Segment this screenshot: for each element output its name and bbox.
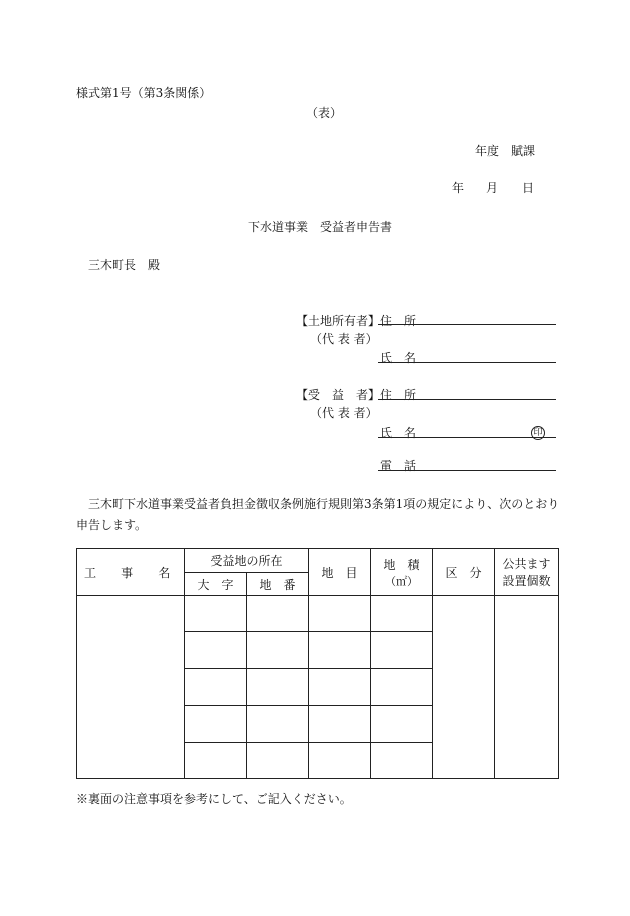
header-oaza: 大 字	[185, 573, 247, 596]
side-label: （表）	[306, 106, 343, 120]
header-land-category: 地 目	[309, 549, 371, 596]
cell-land-category[interactable]	[309, 669, 371, 706]
landowner-name-field[interactable]	[378, 362, 556, 363]
date-year: 年	[452, 181, 465, 195]
landowner-role: 【土地所有者】	[296, 314, 381, 328]
cell-oaza[interactable]	[185, 743, 247, 779]
cell-area[interactable]	[371, 596, 433, 632]
header-chiban: 地 番	[247, 573, 309, 596]
seal-mark: 印	[531, 426, 545, 440]
cell-chiban[interactable]	[247, 743, 309, 779]
header-sewer-count-line1: 公共ます	[502, 557, 551, 571]
cell-area[interactable]	[371, 743, 433, 779]
cell-chiban[interactable]	[247, 632, 309, 669]
date-month: 月	[486, 181, 499, 195]
cell-land-category[interactable]	[309, 706, 371, 743]
cell-project-name[interactable]	[77, 596, 185, 779]
beneficiary-phone-label: 電 話	[380, 459, 417, 473]
document-title: 下水道事業 受益者申告書	[248, 220, 393, 234]
cell-oaza[interactable]	[185, 706, 247, 743]
application-table	[76, 548, 559, 779]
cell-oaza[interactable]	[185, 596, 247, 632]
header-sewer-count-line2: 設置個数	[502, 574, 551, 588]
header-area-unit: （㎡）	[385, 574, 419, 588]
landowner-name-label: 氏 名	[380, 351, 417, 365]
cell-classification[interactable]	[433, 596, 495, 779]
cell-chiban[interactable]	[247, 706, 309, 743]
cell-oaza[interactable]	[185, 632, 247, 669]
landowner-address-field[interactable]	[378, 324, 556, 325]
header-project-name: 工 事 名	[77, 549, 185, 596]
addressee: 三木町長 殿	[88, 258, 161, 272]
cell-land-category[interactable]	[309, 743, 371, 779]
form-number: 様式第1号（第3条関係）	[76, 86, 212, 100]
beneficiary-name-field[interactable]	[378, 437, 556, 438]
beneficiary-address-field[interactable]	[378, 399, 556, 400]
beneficiary-representative: （代 表 者）	[310, 406, 378, 420]
cell-chiban[interactable]	[247, 596, 309, 632]
header-area	[371, 549, 433, 596]
beneficiary-role: 【受 益 者】	[296, 388, 381, 402]
cell-area[interactable]	[371, 669, 433, 706]
beneficiary-address-label: 住 所	[380, 388, 417, 402]
beneficiary-phone-field[interactable]	[378, 470, 556, 471]
landowner-address-label: 住 所	[380, 314, 417, 328]
beneficiary-name-label: 氏 名	[380, 426, 417, 440]
header-area-label: 地 積	[383, 557, 420, 572]
footnote: ※裏面の注意事項を参考にして、ご記入ください。	[76, 792, 352, 806]
header-classification: 区 分	[433, 549, 495, 596]
header-sewer-count	[495, 549, 559, 596]
cell-sewer-count[interactable]	[495, 596, 559, 779]
fiscal-year-label: 年度 賦課	[475, 144, 536, 158]
table-row	[77, 596, 559, 632]
cell-oaza[interactable]	[185, 669, 247, 706]
cell-land-category[interactable]	[309, 632, 371, 669]
cell-land-category[interactable]	[309, 596, 371, 632]
cell-area[interactable]	[371, 706, 433, 743]
date-day: 日	[522, 181, 535, 195]
body-text: 三木町下水道事業受益者負担金徴収条例施行規則第3条第1項の規定により、次のとおり申告します。	[76, 497, 560, 532]
cell-area[interactable]	[371, 632, 433, 669]
header-location: 受益地の所在	[185, 549, 309, 573]
landowner-representative: （代 表 者）	[310, 332, 378, 346]
cell-chiban[interactable]	[247, 669, 309, 706]
